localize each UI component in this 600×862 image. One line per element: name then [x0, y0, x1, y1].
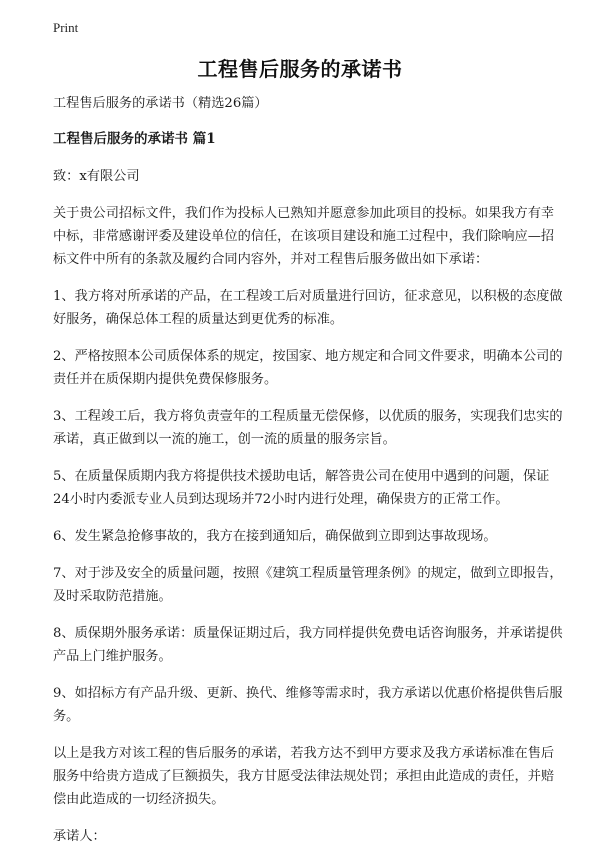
document-body [53, 92, 563, 862]
commitment-item-8: 8、质保期外服务承诺：质量保证期过后，我方同样提供免费电话咨询服务，并承诺提供产品上门维护服务。 [53, 626, 563, 664]
commitment-item-2: 2、严格按照本公司质保体系的规定，按国家、地方规定和合同文件要求，明确本公司的责任并在质保期内提供免费保修服务。 [53, 349, 563, 387]
commitment-item-3: 3、工程竣工后，我方将负责壹年的工程质量无偿保修，以优质的服务，实现我们忠实的承诺，真正做到以一流的施工，创一流的质量的服务宗旨。 [53, 409, 563, 447]
section-heading: 工程售后服务的承诺书 篇1 [53, 131, 216, 147]
commitment-item-1: 1、我方将对所承诺的产品，在工程竣工后对质量进行回访，征求意见，以积极的态度做好服务，确保总体工程的质量达到更优秀的标准。 [53, 289, 563, 327]
commitment-item-9: 9、如招标方有产品升级、更新、换代、维修等需求时，我方承诺以优惠价格提供售后服务。 [53, 686, 563, 724]
document-subtitle: 工程售后服务的承诺书（精选26篇） [53, 96, 268, 111]
page-title: 工程售后服务的承诺书 [197, 57, 403, 81]
commitment-item-7: 7、对于涉及安全的质量问题，按照《建筑工程质量管理条例》的规定，做到立即报告，及时采取防范措施。 [53, 566, 563, 604]
intro-paragraph: 关于贵公司招标文件，我们作为投标人已熟知并愿意参加此项目的投标。如果我方有幸中标，非常感谢评委及建设单位的信任，在该项目建设和施工过程中，我们除响应—招标文件中所有的条款及履约合同内容外，并对工程售后服务做出如下承诺： [53, 206, 555, 267]
commitment-item-5: 5、在质量保质期内我方将提供技术援助电话，解答贵公司在使用中遇到的问题，保证24小时内委派专业人员到达现场并72小时内进行处理，确保贵方的正常工作。 [53, 469, 550, 507]
conclusion-paragraph: 以上是我方对该工程的售后服务的承诺，若我方达不到甲方要求及我方承诺标准在售后服务中给贵方造成了巨额损失，我方甘愿受法律法规处罚；承担由此造成的责任，并赔偿由此造成的一切经济损失。 [53, 746, 555, 807]
signature-line: 承诺人： [53, 829, 106, 844]
addressee: 致：x有限公司 [53, 169, 140, 184]
commitment-item-6: 6、发生紧急抢修事故的，我方在接到通知后，确保做到立即到达事故现场。 [53, 529, 497, 544]
print-link[interactable]: Print [53, 20, 79, 35]
